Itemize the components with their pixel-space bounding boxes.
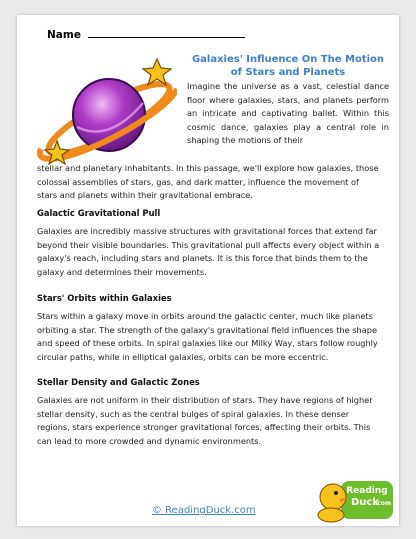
planet-illustration: [37, 57, 177, 169]
logo-text: Duck: [351, 497, 379, 508]
star-icon: [143, 59, 171, 85]
worksheet-page: [17, 15, 399, 526]
worksheet-title: Galaxies' Influence On The Motion of Stars and Planets: [191, 54, 385, 78]
logo-text: .com: [374, 500, 392, 507]
name-label: Name: [47, 29, 81, 41]
readingduck-link[interactable]: © ReadingDuck.com: [152, 505, 256, 516]
section-heading: Stars' Orbits within Galaxies: [37, 293, 172, 303]
name-field-row: [47, 27, 245, 41]
intro-paragraph-top: Imagine the universe as a vast, celestial dance floor where galaxies, stars, and planets perform an intricate and captivating ballet. Within this cosmic dance, galaxies play a central role in shaping the motions of their: [187, 81, 389, 146]
section-heading: Stellar Density and Galactic Zones: [37, 377, 200, 387]
section-paragraph: Galaxies are not uniform in their distribution of stars. They have regions of higher stellar density, such as the central bulges of spiral galaxies. In these denser regions, stars experience stronger gravitational forces, affecting their orbits. This can lead to more crowded and dynamic environments.: [37, 395, 373, 446]
section-paragraph: Stars within a galaxy move in orbits around the galactic center, much like planets orbiting a star. The strength of the galaxy's gravitational field influences the shape and speed of these orbits. In spiral galaxies like our Milky Way, stars follow roughly circular paths, while in elliptical galaxies, orbits can be more eccentric.: [37, 311, 378, 362]
intro-paragraph-bottom: stellar and planetary inhabitants. In this passage, we'll explore how galaxies, those colossal assemblies of stars, gas, and dark matter, influence the movement of stars and planets within their gravitational embrace.: [37, 163, 379, 201]
logo-text: Reading: [346, 486, 388, 496]
section-paragraph: Galaxies are incredibly massive structures with gravitational forces that extend far beyond their visible boundaries. This gravitational pull affects every object within a galaxy's reach, including stars and planets. It is this force that binds them to the galaxy and determines their movements.: [37, 226, 380, 277]
section-heading: Galactic Gravitational Pull: [37, 208, 161, 218]
readingduck-logo: [317, 475, 393, 523]
name-blank-line[interactable]: [88, 27, 245, 38]
